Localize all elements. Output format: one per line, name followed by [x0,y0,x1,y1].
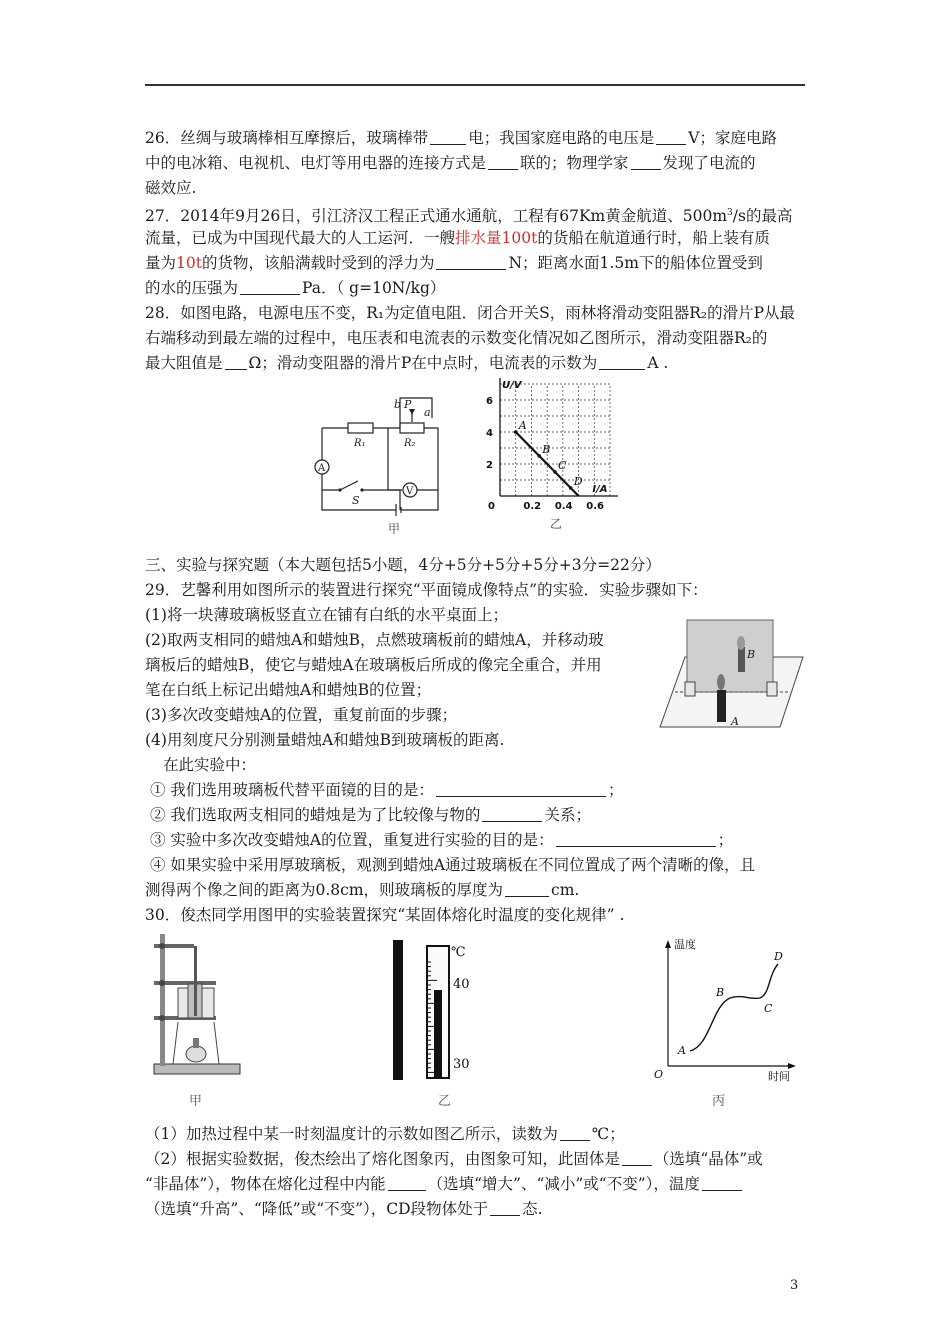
circuit-label-voltmeter: V [406,486,414,497]
q29-item-2: ② 我们选取两支相同的蜡烛是为了比较像与物的 关系； [150,806,591,824]
q26-line-3: 磁效应. [145,179,197,197]
circuit-label-r2: R₂ [404,438,416,449]
q29-step-4: (4)用刻度尺分别测量蜡烛A和蜡烛B到玻璃板的距离. [145,731,505,749]
q30-line-1: 30．俊杰同学用图甲的实验装置探究“某固体熔化时温度的变化规律” . [145,906,625,924]
circuit-label-r1: R₁ [354,438,366,449]
graph-ylabel: 温度 [674,938,696,951]
x-axis-label: I/A [592,484,608,495]
page-number: 3 [790,1278,799,1293]
thermo-unit: ℃ [451,945,466,960]
q28-line-3: 最大阻值是 Ω；滑动变阻器的滑片P在中点时，电流表的示数为 A . [145,354,669,372]
q28-line-2: 右端移动到最左端的过程中，电压表和电流表的示数变化情况如乙图所示，滑动变阻器R₂的 [145,329,768,347]
graph-a: A [678,1044,686,1057]
q26-line-2: 中的电冰箱、电视机、电灯等用电器的连接方式是 联的；物理学家 发现了电流的 [145,154,756,172]
q29-item-3: ③ 实验中多次改变蜡烛A的位置，重复进行实验的目的是： ； [150,831,734,849]
q29-item-4b: 测得两个像之间的距离为0.8cm，则玻璃板的厚度为 cm. [145,881,580,899]
thermo-40: 40 [453,977,470,992]
y-tick-label: 4 [486,428,493,439]
q26-line-1: 26．丝绸与玻璃棒相互摩擦后，玻璃棒带 电；我国家庭电路的电压是 V；家庭电路 [145,129,777,147]
data-label-b: B [542,443,551,456]
circuit-diagram [300,378,460,538]
q28-line-1: 28．如图电路，电源电压不变，R₁为定值电阻．闭合开关S，雨林将滑动变阻器R₂的滑片P从最 [145,304,796,322]
q29-intro: 在此实验中： [163,756,257,774]
resistor-r1 [348,423,373,433]
thermometer-figure [385,938,495,1088]
graph-xlabel: 时间 [768,1070,790,1083]
origin-label: 0 [488,501,495,512]
q30-part-1: （1）加热过程中某一时刻温度计的示数如图乙所示，读数为 ℃； [145,1125,625,1143]
caption-yi: 乙 [438,1094,452,1109]
circuit-label-b: b [394,398,402,411]
candle-b-label: B [747,648,756,661]
data-label-a: A [518,419,527,432]
data-point-a [514,430,518,434]
q29-item-4a: ④ 如果实验中采用厚玻璃板，观测到蜡烛A通过玻璃板在不同位置成了两个清晰的像，且 [150,856,756,874]
thermo-30: 30 [453,1057,470,1072]
q29-step-3: (3)多次改变蜡烛A的位置，重复前面的步骤； [145,706,458,724]
candle-a-label: A [731,715,739,728]
data-label-d: D [573,475,583,488]
data-label-c: C [558,459,567,472]
circuit-label-switch: S [352,494,360,507]
q27-line-1: 27．2014年9月26日，引江济汉工程正式通水通航，工程有67Km黄金航道、$500m^3/s$的最高 [145,207,793,226]
y-tick-label: 2 [486,460,493,471]
q29-item-1: ① 我们选用玻璃板代替平面镜的目的是： ； [150,781,624,799]
q27-line-3: 量为10t的货物，该船满载时受到的浮力为 N；距离水面1.5m下的船体位置受到 [145,254,763,272]
circuit-label-a: a [424,406,431,419]
q29-step-2a: (2)取两支相同的蜡烛A和蜡烛B，点燃玻璃板前的蜡烛A，并移动玻 [145,631,604,649]
header-rule [145,84,805,86]
section-3-title: 三、实验与探究题（本大题包括5小题，4分+5分+5分+5分+3分=22分） [145,556,661,574]
circuit-label-p: P [404,398,412,411]
x-tick-label: 0.2 [523,501,542,512]
plane-mirror-figure [655,612,805,732]
q29-step-1: (1)将一块薄玻璃板竖直立在铺有白纸的水平桌面上； [145,606,508,624]
circuit-caption: 甲 [388,522,401,536]
data-point-b [537,454,541,458]
heating-apparatus-figure [148,926,248,1086]
graph-b: B [716,986,725,999]
q29-line-1: 29．艺馨利用如图所示的装置进行探究“平面镜成像特点”的实验．实验步骤如下： [145,581,708,599]
x-tick-label: 0.6 [586,501,605,512]
y-tick-label: 6 [486,396,493,407]
q27-line-4: 的水的压强为 Pa．（ g=10N/kg） [145,279,446,297]
caption-bing: 丙 [712,1094,726,1109]
ui-chart [482,378,642,533]
candle-b-icon [738,647,745,672]
q29-step-2b: 璃板后的蜡烛B，使它与蜡烛A在玻璃板后所成的像完全重合，并用 [145,656,602,674]
graph-d: D [774,950,783,963]
candle-a-icon [717,690,726,722]
q29-step-2c: 笔在白纸上标记出蜡烛A和蜡烛B的位置； [145,681,432,699]
melting-graph [650,936,800,1086]
chart-caption: 乙 [550,517,563,531]
data-point-c [553,470,557,474]
q30-part-2b: “非晶体”），物体在熔化过程中内能 （选填“增大”、“减小”或“不变”），温度 [145,1172,810,1196]
caption-jia: 甲 [189,1094,203,1109]
y-axis-label: U/V [502,380,522,391]
circuit-label-ammeter: A [318,463,326,474]
q30-part-2c: （选填“升高”、“降低”或“不变”），CD段物体处于 态. [145,1200,543,1218]
data-point-d [569,486,573,490]
resistor-r2 [400,423,424,433]
x-tick-label: 0.4 [554,501,573,512]
q27-line-2: 流量，已成为中国现代最大的人工运河．一艘排水量100t的货船在航道通行时，船上装有质 [145,229,770,247]
graph-c: C [764,1002,773,1015]
graph-origin: O [654,1068,664,1081]
q30-part-2a: （2）根据实验数据，俊杰绘出了熔化图象丙，由图象可知，此固体是 （选填“晶体”或 [145,1150,763,1168]
